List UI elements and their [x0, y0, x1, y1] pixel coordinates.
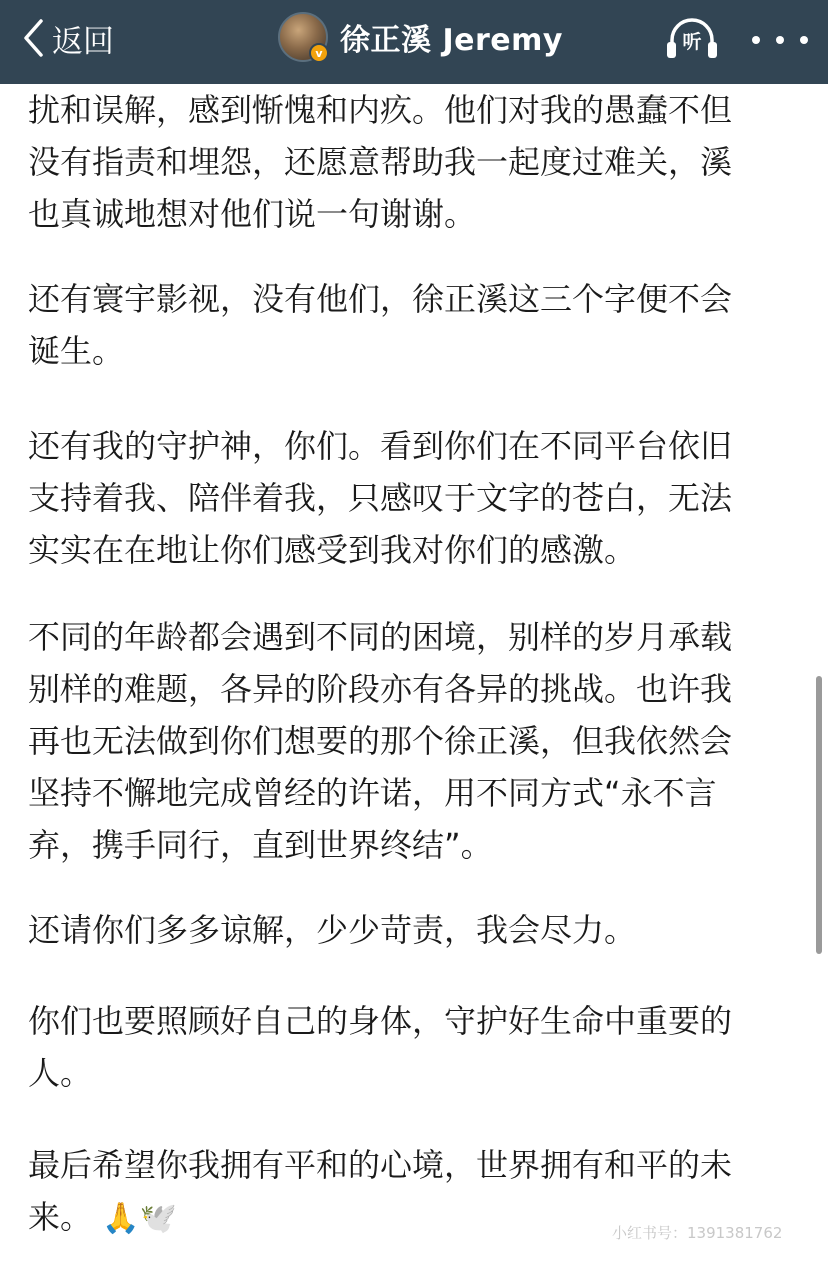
text-line: 还请你们多多谅解，少少苛责，我会尽力。: [28, 911, 637, 949]
post-paragraph: [28, 420, 798, 576]
text-line: 别样的难题，各异的阶段亦有各异的挑战。也许我: [28, 670, 733, 708]
top-navigation-bar: [0, 0, 828, 84]
avatar[interactable]: [278, 12, 328, 62]
text-line: 人。: [28, 1054, 93, 1092]
post-paragraph: [28, 84, 798, 240]
text-line: 支持着我、陪伴着我，只感叹于文字的苍白，无法: [28, 479, 733, 517]
text-line: 弃，携手同行，直到世界终结”。: [28, 826, 493, 864]
text-line: 不同的年龄都会遇到不同的困境，别样的岁月承载: [28, 618, 733, 656]
chevron-left-icon: [22, 18, 44, 58]
scrollbar[interactable]: [816, 676, 822, 954]
watermark: 小红书号：1391381762: [612, 1224, 783, 1242]
text-line: 也真诚地想对他们说一句谢谢。: [28, 195, 477, 233]
dot-icon: [752, 36, 760, 44]
text-line: 坚持不懈地完成曾经的许诺，用不同方式“永不言: [28, 774, 717, 812]
dot-icon: [800, 36, 808, 44]
text-line: 你们也要照顾好自己的身体，守护好生命中重要的: [28, 1002, 733, 1040]
verified-badge-label: v: [315, 46, 323, 60]
text-segment: 来。: [28, 1198, 93, 1236]
post-body: [0, 84, 828, 1261]
text-line: 没有指责和埋怨，还愿意帮助我一起度过难关，溪: [28, 143, 733, 181]
text-line: 最后希望你我拥有平和的心境，世界拥有和平的未: [28, 1146, 733, 1184]
verified-badge-icon: [309, 43, 329, 63]
account-name[interactable]: 徐正溪 Jeremy: [340, 23, 563, 58]
post-paragraph: [28, 611, 798, 871]
more-options-button[interactable]: [752, 26, 808, 54]
post-paragraph: [28, 904, 798, 956]
account-profile[interactable]: [278, 12, 563, 62]
text-line: 实实在在地让你们感受到我对你们的感激。: [28, 531, 637, 569]
text-line: 还有我的守护神，你们。看到你们在不同平台依旧: [28, 427, 733, 465]
dot-icon: [776, 36, 784, 44]
text-line: 诞生。: [28, 332, 125, 370]
post-paragraph: [28, 995, 798, 1099]
post-paragraph: [28, 273, 798, 377]
text-line: 还有寰宇影视，没有他们，徐正溪这三个字便不会: [28, 280, 733, 318]
listen-button[interactable]: [664, 14, 720, 64]
back-button[interactable]: [22, 16, 114, 60]
text-line: 再也无法做到你们想要的那个徐正溪，但我依然会: [28, 722, 733, 760]
praying-hands-dove-emoji-icon: 🙏🕊️: [102, 1201, 177, 1236]
text-line: 扰和误解，感到惭愧和内疚。他们对我的愚蠢不但: [28, 91, 733, 129]
back-label: 返回: [52, 23, 114, 60]
listen-label: 听: [682, 31, 702, 53]
